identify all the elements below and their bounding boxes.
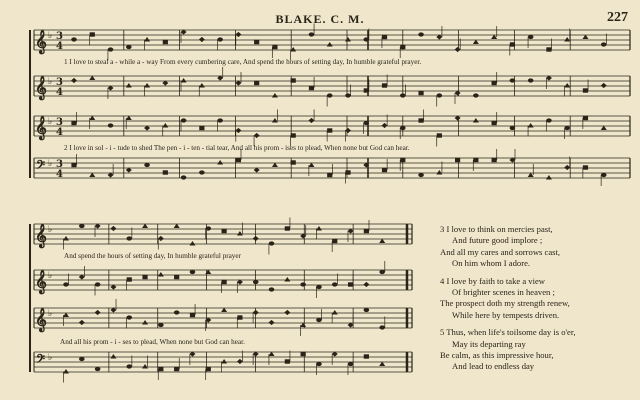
lyrics-line-system2-verse1: And spend the hours of setting day, In humble grateful prayer [64, 252, 241, 260]
shape-note [95, 282, 101, 286]
shape-note [348, 282, 353, 286]
shape-note [316, 362, 322, 366]
shape-note [301, 352, 306, 356]
shape-note [601, 83, 607, 88]
shape-note [473, 118, 479, 123]
verse-line: The prospect doth my strength renew, [440, 298, 570, 309]
time-signature-top: 3 [56, 159, 63, 170]
shape-note [564, 126, 570, 130]
shape-note [272, 118, 278, 123]
treble-clef-icon: 𝄞 [35, 29, 47, 53]
shape-note [63, 236, 69, 241]
shape-note [583, 116, 588, 120]
shape-note [291, 78, 296, 82]
shape-note [291, 133, 296, 137]
shape-note [272, 45, 277, 49]
shape-note [181, 175, 187, 179]
shape-note [272, 93, 278, 98]
shape-note [79, 320, 85, 325]
shape-note [284, 310, 290, 315]
shape-note [206, 367, 211, 371]
shape-note [327, 42, 333, 47]
shape-note [205, 226, 211, 230]
shape-note [127, 277, 132, 281]
stanza [440, 276, 632, 322]
shape-note [601, 173, 607, 177]
shape-note [316, 318, 322, 322]
flat-key-signature-icon: ♭ [48, 225, 53, 235]
shape-note [528, 35, 534, 39]
lyrics-line-system1-verse2: 2 I love in sol - i - tude to shed The pen - i - ten - tial tear, And all his prom - ises to plead, When none but God can hear. [64, 144, 410, 152]
shape-note [345, 93, 351, 97]
shape-note [345, 128, 351, 133]
shape-note [63, 282, 69, 286]
shape-note [108, 47, 114, 51]
shape-note [437, 133, 442, 137]
shape-note [510, 42, 515, 46]
time-signature-bottom: 4 [56, 87, 63, 98]
shape-note [237, 359, 243, 364]
shape-note [382, 35, 387, 39]
verse-line: And lead to endless day [452, 361, 535, 372]
shape-note [418, 118, 423, 122]
shape-note [190, 313, 195, 317]
shape-note [237, 231, 243, 236]
shape-note [583, 165, 588, 169]
shape-note [126, 236, 132, 240]
shape-note [158, 367, 163, 371]
treble-clef-icon: 𝄞 [35, 115, 47, 139]
shape-note [364, 308, 370, 312]
verse-line: On him whom I adore. [452, 258, 531, 269]
shape-note [528, 78, 534, 82]
shape-note [400, 45, 405, 49]
time-signature-top: 3 [56, 77, 63, 88]
shape-note [528, 123, 534, 128]
shape-note [546, 47, 551, 51]
bass-clef-icon: 𝄢 [36, 159, 46, 175]
shape-note [254, 40, 259, 44]
shape-note [492, 121, 497, 125]
shape-note [110, 226, 116, 231]
shape-note [144, 163, 150, 167]
shape-note [436, 170, 442, 175]
shape-note [345, 170, 350, 174]
shape-note [510, 78, 516, 82]
shape-note [437, 93, 443, 97]
shape-note [221, 280, 226, 284]
shape-note [144, 83, 150, 88]
verse-line: Of brighter scenes in heaven ; [452, 287, 555, 298]
shape-note [199, 170, 205, 174]
shape-note [144, 37, 150, 42]
shape-note [455, 158, 460, 162]
shape-note [235, 32, 241, 37]
shape-note [126, 83, 132, 88]
shape-note [158, 272, 164, 277]
shape-note [455, 47, 461, 52]
shape-note [142, 320, 148, 325]
verse-line: 5 Thus, when life's toilsome day is o'er, [440, 327, 576, 338]
shape-note [291, 160, 296, 164]
shape-note [217, 118, 223, 122]
time-signature-bottom: 4 [56, 127, 63, 138]
shape-note [345, 37, 351, 42]
shape-note [418, 32, 424, 36]
shape-note [601, 42, 607, 46]
shape-note [492, 81, 497, 85]
shape-note [142, 275, 147, 279]
time-signature-top: 3 [56, 31, 63, 42]
shape-note [285, 359, 290, 363]
time-signature-bottom: 4 [56, 41, 63, 52]
shape-note [221, 359, 227, 364]
bass-clef-icon: 𝄢 [36, 353, 46, 369]
shape-note [400, 93, 406, 97]
flat-key-signature-icon: ♭ [48, 353, 53, 363]
shape-note [126, 45, 132, 49]
shape-note [221, 229, 226, 233]
shape-note [309, 32, 315, 36]
shape-note [379, 325, 385, 329]
treble-clef-icon: 𝄞 [35, 75, 47, 99]
shape-note [71, 163, 76, 167]
verse-line: And all my cares and sorrows cast, [440, 246, 561, 257]
shape-note [126, 315, 132, 319]
shape-note [162, 123, 168, 128]
shape-note [253, 236, 259, 241]
shape-note [316, 226, 322, 231]
shape-note [564, 165, 570, 170]
verse-line: Be calm, as this impressive hour, [440, 350, 554, 361]
lyrics-line-system1-verse1: 1 I love to steal a - while a - way From every cumbering care, And spend the hours of setting day, In humble grateful prayer. [64, 58, 422, 66]
shape-note [332, 239, 337, 243]
shape-note [382, 168, 387, 172]
time-signature-top: 3 [56, 117, 63, 128]
shape-note [308, 118, 314, 123]
verse-line: 4 I love by faith to take a view [440, 275, 546, 286]
shape-note [253, 280, 259, 284]
shape-note [492, 158, 497, 162]
shape-note [110, 354, 116, 359]
shape-note [190, 270, 196, 274]
shape-note [583, 88, 588, 92]
shape-note [269, 241, 275, 245]
shape-note [108, 123, 114, 127]
shape-note [363, 282, 369, 287]
shape-note [254, 133, 260, 138]
shape-note [348, 362, 354, 366]
shape-note [564, 83, 570, 88]
stanza [440, 327, 632, 373]
verse-line: While here by tempests driven. [452, 309, 560, 320]
shape-note [400, 126, 406, 130]
shape-note [71, 78, 77, 83]
shape-note [158, 323, 164, 327]
shape-note [510, 126, 516, 130]
treble-clef-icon: 𝄞 [35, 307, 47, 331]
shape-note [382, 83, 387, 87]
shape-note [332, 282, 338, 286]
shape-note [63, 369, 69, 374]
shape-note [95, 310, 101, 315]
verse-line: May its departing ray [452, 338, 526, 349]
shape-note [126, 364, 132, 368]
treble-clef-icon: 𝄞 [35, 269, 47, 293]
shape-note [269, 287, 275, 291]
shape-note [174, 310, 180, 314]
shape-note [379, 270, 385, 274]
shape-note [199, 37, 205, 42]
shape-note [327, 128, 332, 132]
shape-note [235, 128, 241, 133]
shape-note [236, 158, 241, 162]
additional-verses [440, 224, 632, 379]
lyrics-line-system2-verse2: And all his prom - i - ses to plead, When none but God can hear. [60, 338, 245, 346]
time-signature-bottom: 4 [56, 169, 63, 180]
hymn-title: BLAKE. C. M. [275, 12, 365, 26]
shape-note [269, 320, 275, 325]
shape-note [79, 224, 85, 228]
shape-note [327, 173, 332, 177]
shape-note [300, 282, 306, 286]
shape-note [95, 367, 101, 371]
flat-key-signature-icon: ♭ [48, 31, 53, 41]
shape-note [254, 81, 259, 85]
shape-note [285, 226, 290, 230]
shape-note [181, 78, 187, 83]
shape-note [564, 37, 570, 42]
shape-note [473, 158, 478, 162]
verse-line: 3 I love to think on mercies past, [440, 224, 553, 234]
page-number: 227 [607, 10, 628, 25]
shape-note [327, 93, 333, 97]
shape-note [142, 364, 148, 369]
shape-note [217, 37, 223, 41]
shape-note [418, 173, 424, 177]
shape-note [79, 357, 85, 361]
shape-note [253, 310, 259, 315]
flat-key-signature-icon: ♭ [48, 77, 53, 87]
shape-note [199, 126, 204, 130]
shape-note [71, 37, 77, 41]
stanza [440, 224, 632, 270]
shape-note [163, 40, 168, 44]
flat-key-signature-icon: ♭ [48, 271, 53, 281]
flat-key-signature-icon: ♭ [48, 309, 53, 319]
flat-key-signature-icon: ♭ [48, 117, 53, 127]
shape-note [418, 91, 423, 95]
shape-note [382, 123, 388, 128]
shape-note [199, 83, 205, 88]
shape-note [546, 175, 552, 180]
shape-note [332, 310, 338, 315]
flat-key-signature-icon: ♭ [48, 159, 53, 169]
shape-note [284, 277, 290, 282]
shape-note [400, 158, 405, 162]
shape-note [90, 32, 95, 36]
shape-note [181, 118, 187, 122]
shape-note [309, 86, 314, 90]
shape-note [473, 93, 479, 97]
shape-note [364, 354, 369, 358]
shape-note [174, 367, 179, 371]
shape-note [316, 285, 322, 289]
shape-note [174, 275, 179, 279]
shape-note [71, 121, 76, 125]
shape-note [158, 236, 164, 241]
treble-clef-icon: 𝄞 [35, 223, 47, 247]
verse-line: And future good implore ; [452, 235, 543, 246]
shape-note [163, 170, 168, 174]
shape-note [546, 118, 552, 122]
shape-note [364, 229, 369, 233]
shape-note [189, 241, 195, 246]
shape-note [237, 315, 242, 319]
shape-note [217, 160, 223, 165]
